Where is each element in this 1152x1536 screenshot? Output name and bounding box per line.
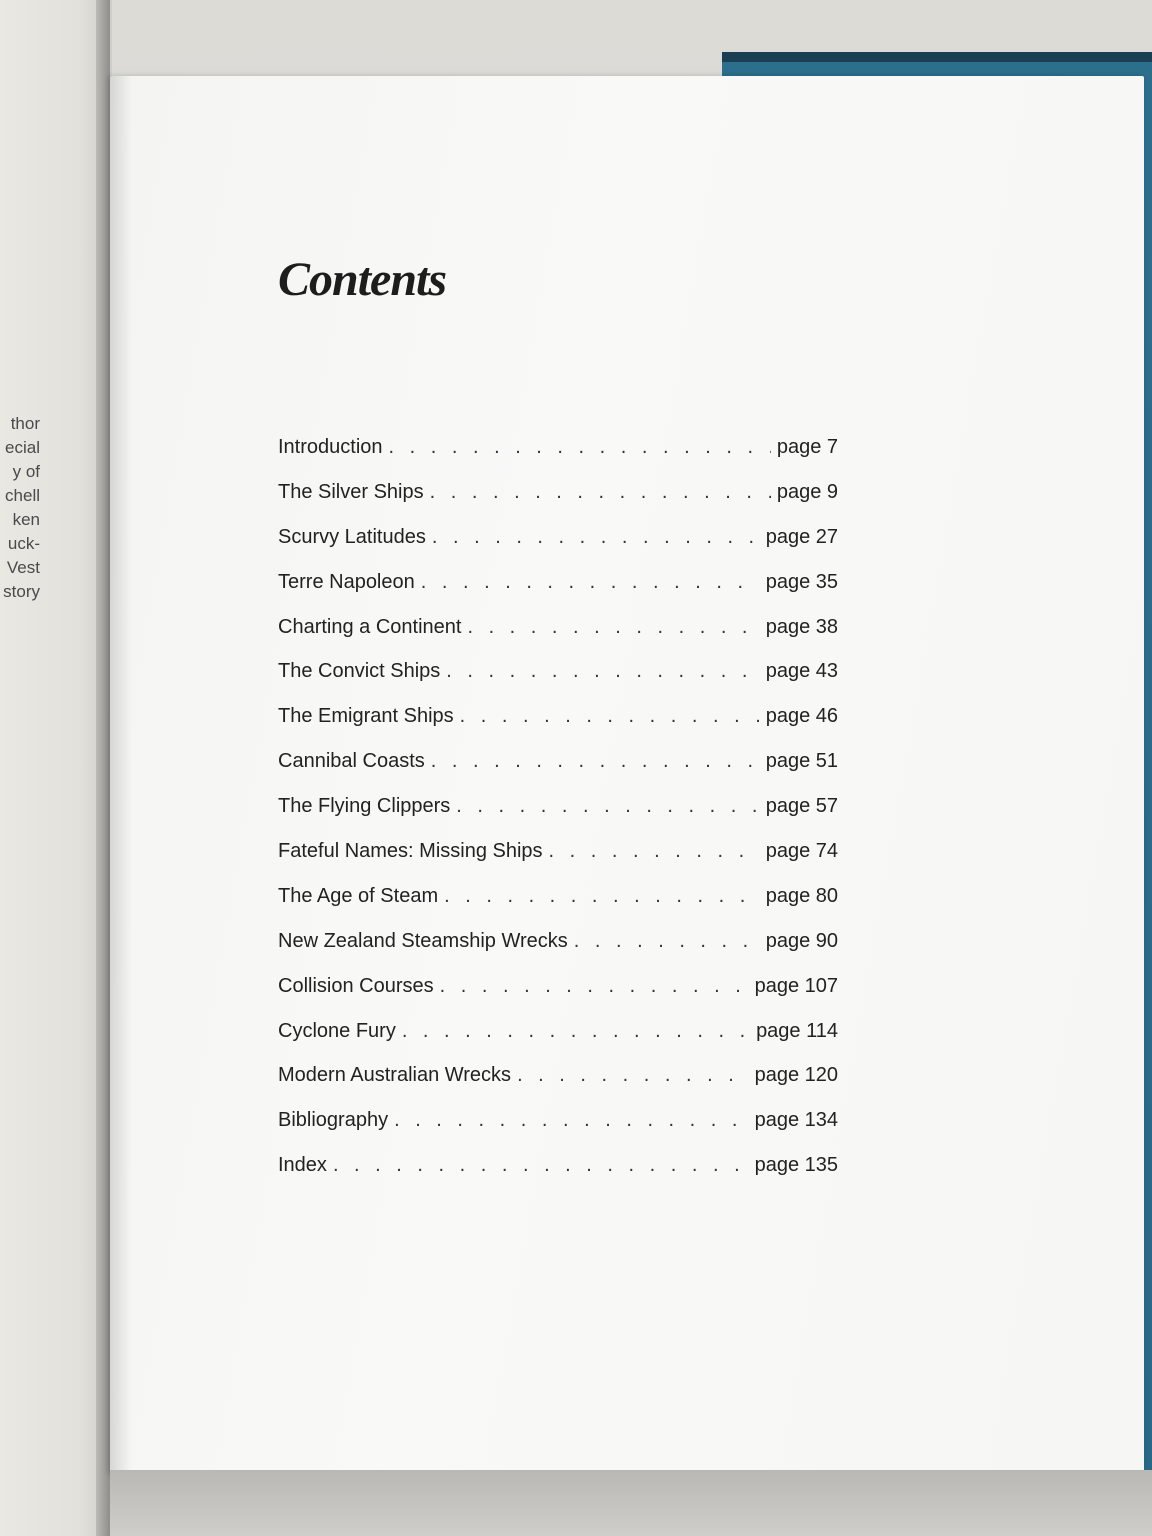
toc-entry — [278, 705, 838, 750]
toc-entry-page: page 80 — [765, 884, 838, 907]
toc-entry — [278, 660, 838, 705]
toc-entry — [278, 1020, 838, 1065]
toc-entry-title: Cyclone Fury — [278, 1019, 396, 1042]
toc-leader-dots — [402, 1020, 750, 1043]
toc-entry-page: page 7 — [776, 436, 838, 458]
toc-leader-dots — [456, 795, 759, 818]
toc-entry — [278, 436, 838, 481]
adjacent-text-line: chell — [5, 486, 40, 505]
toc-leader-dots — [431, 750, 760, 773]
toc-leader-dots — [549, 840, 760, 863]
toc-leader-dots — [421, 571, 760, 594]
toc-entry-page: page 114 — [756, 1019, 838, 1042]
toc-entry — [278, 1064, 838, 1109]
adjacent-text-line: y of — [12, 462, 40, 481]
toc-entry-title: Index — [278, 1154, 327, 1177]
toc-leader-dots — [467, 616, 759, 639]
toc-entry — [278, 750, 838, 795]
adjacent-text-line: ken — [12, 510, 40, 529]
toc-leader-dots — [460, 705, 760, 728]
toc-leader-dots — [333, 1154, 749, 1177]
toc-entry-title: Cannibal Coasts — [278, 750, 425, 773]
bottom-shadow — [110, 1470, 1152, 1536]
toc-entry — [278, 1109, 838, 1154]
toc-entry-page: page 51 — [765, 750, 838, 773]
adjacent-text-line: thor — [10, 414, 40, 433]
toc-entry — [278, 616, 838, 661]
toc-entry — [278, 1154, 838, 1199]
toc-entry-page: page 35 — [765, 570, 838, 593]
toc-leader-dots — [517, 1064, 749, 1087]
toc-entry-title: Introduction — [278, 436, 383, 458]
toc-entry-title: The Flying Clippers — [278, 795, 451, 818]
toc-entry-page: page 46 — [765, 705, 838, 728]
toc-entry-page: page 107 — [754, 974, 838, 997]
toc-entry-page: page 9 — [776, 480, 838, 503]
toc-leader-dots — [432, 526, 760, 549]
toc-entry — [278, 481, 838, 526]
toc-entry-title: Modern Australian Wrecks — [278, 1064, 512, 1087]
toc-leader-dots — [389, 436, 771, 459]
adjacent-text-line: ecial — [5, 438, 40, 457]
page-title: Contents — [278, 253, 447, 306]
toc-entry-title: Fateful Names: Missing Ships — [278, 840, 543, 863]
toc-entry — [278, 840, 838, 885]
toc-entry — [278, 975, 838, 1020]
adjacent-page-text — [0, 412, 40, 604]
toc-entry-page: page 120 — [754, 1064, 838, 1087]
toc-entry-title: The Emigrant Ships — [278, 705, 454, 728]
toc-entry-title: Charting a Continent — [278, 615, 462, 638]
toc-leader-dots — [394, 1109, 749, 1132]
toc-entry-page: page 90 — [765, 929, 838, 952]
toc-leader-dots — [444, 885, 760, 908]
toc-entry-page: page 135 — [754, 1154, 838, 1177]
adjacent-page-edge — [96, 0, 110, 1536]
toc-entry-page: page 57 — [765, 795, 838, 818]
toc-entry-title: The Silver Ships — [278, 480, 424, 503]
toc-entry-page: page 38 — [765, 615, 838, 638]
toc-entry-page: page 74 — [765, 840, 838, 863]
toc-entry — [278, 526, 838, 571]
toc-entry — [278, 795, 838, 840]
toc-entry — [278, 571, 838, 616]
toc-entry-page: page 134 — [754, 1109, 838, 1132]
toc-entry-title: The Age of Steam — [278, 884, 439, 907]
adjacent-text-line: uck- — [7, 534, 40, 553]
page-gutter-shadow — [110, 76, 132, 1474]
toc-entry-page: page 43 — [765, 660, 838, 683]
toc-entry-title: Collision Courses — [278, 974, 434, 997]
toc-leader-dots — [430, 481, 771, 504]
toc-entry-title: The Convict Ships — [278, 660, 441, 683]
toc-entry-page: page 27 — [765, 525, 838, 548]
toc-entry-title: New Zealand Steamship Wrecks — [278, 929, 568, 952]
adjacent-text-line: Vest — [6, 558, 40, 577]
toc-leader-dots — [574, 930, 760, 953]
toc-leader-dots — [440, 975, 749, 998]
toc-entry — [278, 885, 838, 930]
adjacent-text-line: story — [3, 582, 40, 601]
toc-entry-title: Terre Napoleon — [278, 570, 415, 593]
toc-entry-title: Bibliography — [278, 1109, 389, 1132]
toc-entry-title: Scurvy Latitudes — [278, 525, 426, 548]
toc-entry — [278, 930, 838, 975]
toc-leader-dots — [446, 660, 759, 683]
table-of-contents — [278, 436, 838, 1199]
